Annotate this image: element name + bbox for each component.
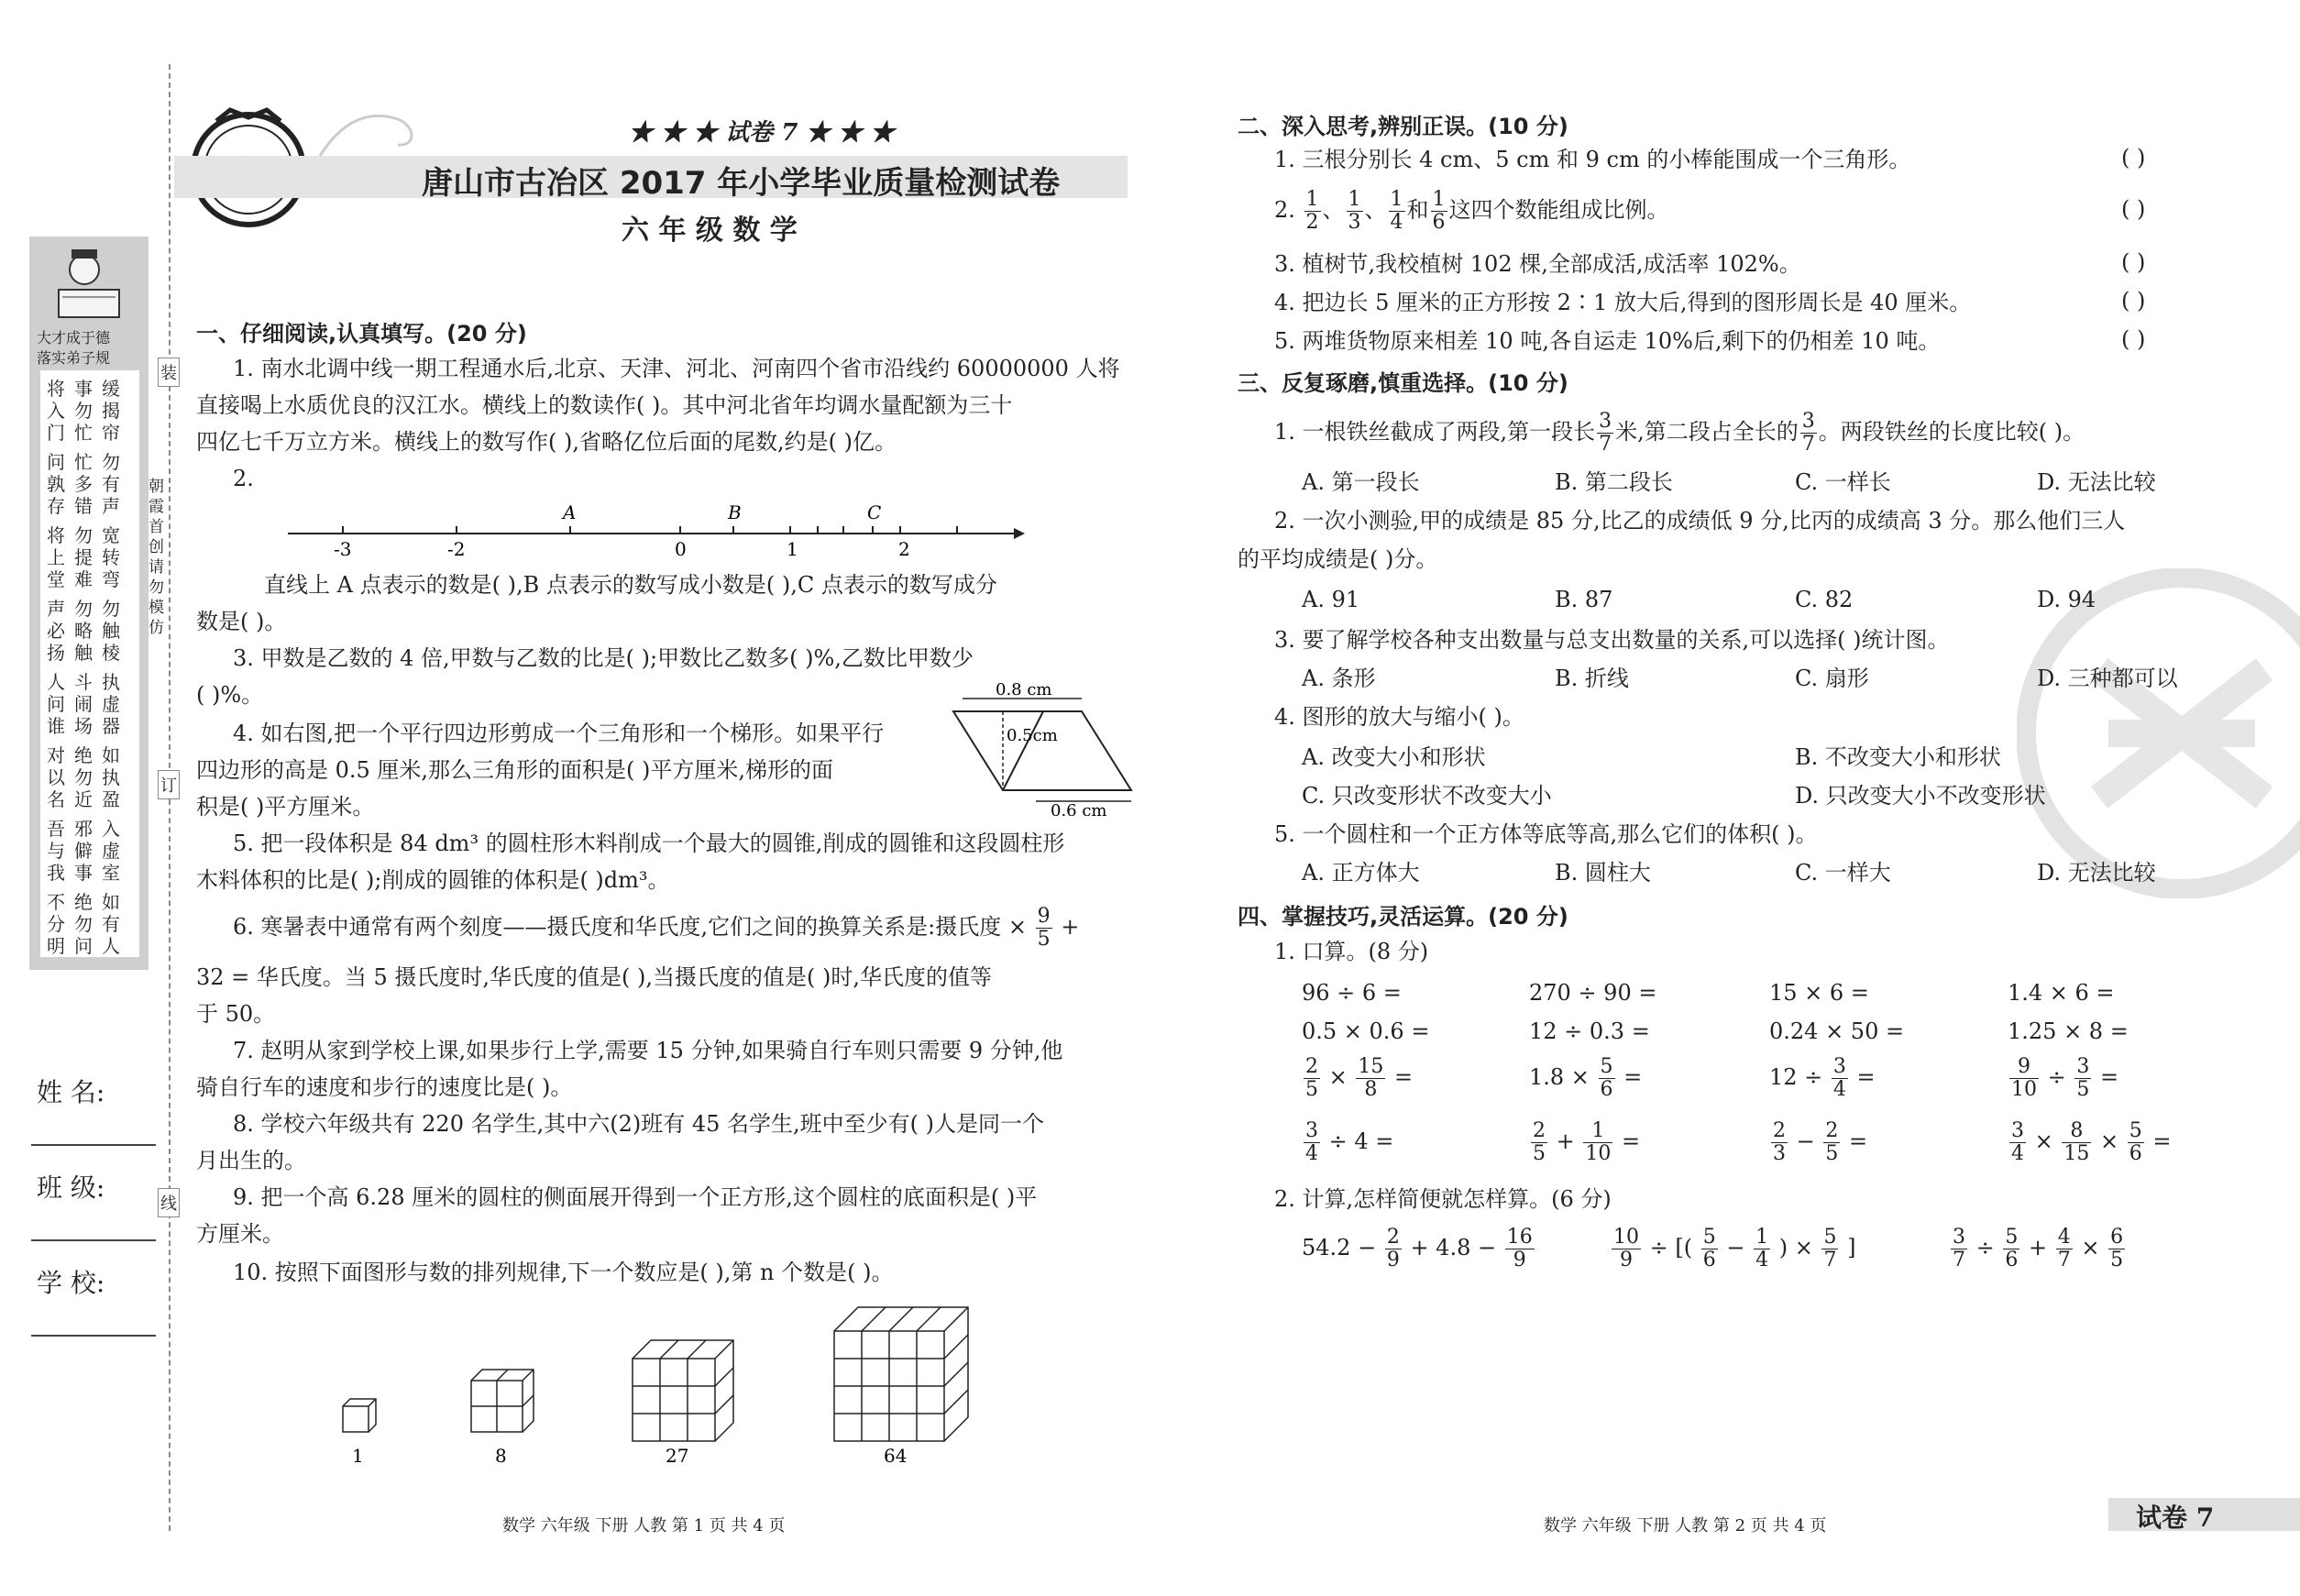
q2-line-b: 数是( )。	[196, 609, 287, 634]
choice-5-question: 5. 一个圆柱和一个正方体等底等高,那么它们的体积( )。	[1274, 821, 1818, 847]
tick-label: 1	[787, 538, 798, 556]
q2-number: 2.	[233, 466, 254, 491]
choice-4-option[interactable]: D. 只改变大小不改变形状	[1795, 783, 2046, 809]
tf-item-5: 5. 两堆货物原来相差 10 吨,各自运走 10%后,剩下的仍相差 10 吨。	[1274, 328, 1941, 354]
q6-line-c: 于 50。	[196, 1001, 276, 1027]
q4-line-b: 四边形的高是 0.5 厘米,那么三角形的面积是( )平方厘米,梯形的面	[196, 757, 834, 783]
parallelogram-figure	[948, 678, 1140, 816]
choice-4-option[interactable]: C. 只改变形状不改变大小	[1302, 783, 1552, 809]
fraction: $\frac{3}{7}$	[1801, 410, 1815, 456]
choice-2-option[interactable]: C. 82	[1795, 587, 1854, 612]
tf-answer-4[interactable]: ( )	[2121, 288, 2146, 314]
q3-line-a: 3. 甲数是乙数的 4 倍,甲数与乙数的比是( );甲数比乙数多( )%,乙数比甲数少	[233, 645, 974, 671]
fraction: $\frac{1}{2}$	[1305, 188, 1319, 234]
rule-col: 问孰存	[47, 451, 65, 517]
vertical-note: 朝霞首创 请勿模仿	[149, 478, 164, 637]
right-page-footer: 数学 六年级 下册 人教 第 2 页 共 4 页	[1544, 1516, 1827, 1535]
choice-2-question-a: 2. 一次小测验,甲的成绩是 85 分,比乙的成绩低 9 分,比丙的成绩高 3 分。那么他们三人	[1274, 508, 2126, 534]
left-page-footer: 数学 六年级 下册 人教 第 1 页 共 4 页	[502, 1516, 786, 1535]
q2-line-a: 直线上 A 点表示的数是( ),B 点表示的数写成小数是( ),C 点表示的数写成分	[264, 572, 997, 598]
q1-line-a: 1. 南水北调中线一期工程通水后,北京、天津、河北、河南四个省市沿线约 60000000 人将	[233, 356, 1120, 381]
q4-line-c: 积是( )平方厘米。	[196, 794, 375, 820]
choice-2-option[interactable]: B. 87	[1555, 587, 1613, 612]
q5-line-b: 木料体积的比是( );削成的圆锥的体积是( )dm³。	[196, 867, 670, 893]
oral-item: $\frac{2}{5}$ × $\frac{15}{8}$ =	[1305, 1055, 1414, 1101]
rule-col: 如执盈	[102, 744, 120, 810]
choice-5-option[interactable]: C. 一样大	[1795, 860, 1891, 886]
point-label: C	[867, 501, 882, 523]
fraction: $\frac{1}{3}$	[1348, 188, 1361, 234]
rule-col: 将入门	[47, 378, 65, 444]
exam-badge: ★ ★ ★ 试卷 7 ★ ★ ★	[629, 119, 895, 147]
oral-item: 96 ÷ 6 =	[1302, 980, 1402, 1006]
rule-col: 勿提难	[74, 524, 93, 590]
school-field-line[interactable]	[31, 1335, 156, 1337]
choice-4-option[interactable]: B. 不改变大小和形状	[1795, 744, 2001, 770]
page-subtitle: 六 年 级 数 学	[622, 215, 798, 247]
rule-col: 声必扬	[47, 598, 65, 664]
tick-label: -2	[447, 538, 466, 556]
rule-col: 将上堂	[47, 524, 65, 590]
section-3-title: 三、反复琢磨,慎重选择。(10 分)	[1238, 370, 1568, 396]
rule-col: 斗闹场	[74, 671, 93, 737]
fraction: $\frac{9}{5}$	[1037, 905, 1051, 951]
fig-height-label: 0.5cm	[1007, 726, 1058, 745]
rule-col: 不分明	[47, 891, 65, 957]
choice-1-option[interactable]: C. 一样长	[1795, 469, 1891, 495]
q10-line: 10. 按照下面图形与数的排列规律,下一个数应是( ),第 n 个数是( )。	[233, 1260, 894, 1285]
oral-item: 15 × 6 =	[1769, 980, 1869, 1006]
calc-item: 54.2 − $\frac{2}{9}$ + 4.8 − $\frac{16}{9}$	[1302, 1226, 1533, 1271]
tf-answer-2[interactable]: ( )	[2121, 196, 2146, 222]
choice-2-question-b: 的平均成绩是( )分。	[1238, 546, 1438, 572]
tf-item-1: 1. 三根分别长 4 cm、5 cm 和 9 cm 的小棒能围成一个三角形。	[1274, 147, 1911, 172]
tf-answer-5[interactable]: ( )	[2121, 326, 2146, 352]
point-label: B	[728, 501, 742, 523]
oral-item: 12 ÷ 0.3 =	[1529, 1018, 1650, 1044]
q6-line-a: 6. 寒暑表中通常有两个刻度——摄氏度和华氏度,它们之间的换算关系是:摄氏度 × $\frac{9}{5}$ +	[233, 905, 1080, 951]
rule-col: 宽转弯	[102, 524, 120, 590]
oral-item: 12 ÷ $\frac{3}{4}$ =	[1769, 1055, 1876, 1101]
choice-3-option[interactable]: C. 扇形	[1795, 666, 1869, 691]
choice-3-question: 3. 要了解学校各种支出数量与总支出数量的关系,可以选择( )统计图。	[1274, 627, 1950, 653]
q7-line-b: 骑自行车的速度和步行的速度比是( )。	[196, 1074, 573, 1100]
choice-1-option[interactable]: D. 无法比较	[2037, 469, 2156, 495]
rule-col: 勿有声	[102, 451, 120, 517]
motto-bottom: 落实弟子规	[37, 349, 111, 367]
calc-item: $\frac{3}{7}$ ÷ $\frac{5}{6}$ + $\frac{4}{7}$ × $\frac{6}{5}$	[1953, 1226, 2124, 1271]
oral-item: $\frac{3}{4}$ ÷ 4 =	[1305, 1119, 1394, 1165]
tick-label: 0	[675, 538, 687, 556]
cube-count: 1	[352, 1445, 364, 1467]
oral-item: $\frac{2}{5}$ + $\frac{1}{10}$ =	[1533, 1119, 1641, 1165]
section-1-title: 一、仔细阅读,认真填写。(20 分)	[196, 321, 527, 347]
oral-item: $\frac{2}{3}$ − $\frac{2}{5}$ =	[1773, 1119, 1868, 1165]
cube-count: 64	[884, 1445, 908, 1467]
q9-line-b: 方厘米。	[196, 1221, 284, 1247]
q8-line-a: 8. 学校六年级共有 220 名学生,其中六(2)班有 45 名学生,班中至少有( )人是同一个	[233, 1111, 1044, 1137]
rule-col: 勿触棱	[102, 598, 120, 664]
watermark-seal	[2017, 568, 2300, 898]
calc-item: $\frac{10}{9}$ ÷ [( $\frac{5}{6}$ − $\frac{1}{4}$ ) × $\frac{5}{7}$ ]	[1613, 1226, 1856, 1271]
rule-col: 邪僻事	[74, 818, 93, 884]
name-field-line[interactable]	[31, 1144, 156, 1146]
rule-col: 人问谁	[47, 671, 65, 737]
choice-3-option[interactable]: A. 条形	[1302, 666, 1376, 691]
choice-1-option[interactable]: B. 第二段长	[1555, 469, 1673, 495]
rule-col: 执虚器	[102, 671, 120, 737]
oral-item: 1.25 × 8 =	[2008, 1018, 2129, 1044]
cut-label-2: 订	[158, 770, 180, 799]
q9-line-a: 9. 把一个高 6.28 厘米的圆柱的侧面展开得到一个正方形,这个圆柱的底面积是( )平	[233, 1184, 1038, 1210]
class-field-line[interactable]	[31, 1239, 156, 1241]
motto-top: 大才成于德	[37, 329, 111, 347]
choice-2-option[interactable]: D. 94	[2037, 587, 2096, 612]
tf-answer-1[interactable]: ( )	[2121, 145, 2146, 171]
rule-col: 入虚室	[102, 818, 120, 884]
choice-2-option[interactable]: A. 91	[1302, 587, 1360, 612]
fig-top-label: 0.8 cm	[996, 680, 1052, 699]
fraction: $\frac{1}{4}$	[1390, 188, 1403, 234]
choice-5-option[interactable]: A. 正方体大	[1302, 860, 1420, 886]
choice-3-option[interactable]: B. 折线	[1555, 666, 1629, 691]
choice-5-option[interactable]: B. 圆柱大	[1555, 860, 1651, 886]
choice-1-question: 1. 一根铁丝截成了两段,第一段长 $\frac{3}{7}$ 米,第二段占全长的 $\frac{3}{7}$ 。两段铁丝的长度比较( )。	[1274, 410, 2085, 456]
rule-col: 绝勿问	[74, 891, 93, 957]
section-4-title: 四、掌握技巧,灵活运算。(20 分)	[1238, 904, 1568, 930]
choice-1-option[interactable]: A. 第一段长	[1302, 469, 1420, 495]
oral-item: $\frac{9}{10}$ ÷ $\frac{3}{5}$ =	[2011, 1055, 2119, 1101]
tick-label: -3	[334, 538, 352, 556]
oral-item: 0.24 × 50 =	[1769, 1018, 1905, 1044]
oral-item: 0.5 × 0.6 =	[1302, 1018, 1430, 1044]
rule-col: 吾与我	[47, 818, 65, 884]
q1-line-b: 直接喝上水质优良的汉江水。横线上的数读作( )。其中河北省年均调水量配额为三十	[196, 392, 1013, 418]
school-field-label: 学 校:	[37, 1268, 105, 1298]
q5-line-a: 5. 把一段体积是 84 dm³ 的圆柱形木料削成一个最大的圆锥,削成的圆锥和这段圆柱形	[233, 831, 1065, 856]
rule-col: 对以名	[47, 744, 65, 810]
oral-item: 270 ÷ 90 =	[1529, 980, 1657, 1006]
section-2-title: 二、深入思考,辨别正误。(10 分)	[1238, 114, 1568, 139]
point-label: A	[563, 501, 577, 523]
name-field-label: 姓 名:	[37, 1077, 105, 1107]
choice-4-option[interactable]: A. 改变大小和形状	[1302, 744, 1486, 770]
rule-col: 绝勿近	[74, 744, 93, 810]
corner-label: 试卷 7	[2136, 1502, 2215, 1533]
q4-line-a: 4. 如右图,把一个平行四边形剪成一个三角形和一个梯形。如果平行	[233, 721, 885, 746]
cube-count: 8	[495, 1445, 507, 1467]
cube-sequence	[330, 1293, 1027, 1485]
tf-item-2: 2. $\frac{1}{2}$ 、 $\frac{1}{3}$ 、 $\frac{1}{4}$ 和 $\frac{1}{6}$ 这四个数能组成比例。	[1274, 188, 1669, 234]
cube-count: 27	[666, 1445, 689, 1467]
page-title: 唐山市古冶区 2017 年小学毕业质量检测试卷	[422, 165, 1061, 202]
rule-col: 事勿忙	[74, 378, 93, 444]
scholar-illustration	[29, 242, 149, 325]
cut-label-1: 装	[158, 358, 180, 387]
fraction: $\frac{1}{6}$	[1432, 188, 1446, 234]
calc-title: 2. 计算,怎样简便就怎样算。(6 分)	[1274, 1186, 1612, 1212]
tf-item-4: 4. 把边长 5 厘米的正方形按 2∶1 放大后,得到的图形周长是 40 厘米。	[1274, 290, 1972, 315]
rule-col: 如有人	[102, 891, 120, 957]
oral-calc-title: 1. 口算。(8 分)	[1274, 939, 1429, 964]
q7-line-a: 7. 赵明从家到学校上课,如果步行上学,需要 15 分钟,如果骑自行车则只需要 9 分钟,他	[233, 1038, 1063, 1063]
fig-bottom-label: 0.6 cm	[1051, 801, 1107, 816]
q8-line-b: 月出生的。	[196, 1148, 306, 1173]
cut-label-3: 线	[158, 1188, 180, 1217]
fraction: $\frac{3}{7}$	[1599, 410, 1612, 456]
tf-answer-3[interactable]: ( )	[2121, 249, 2146, 275]
q1-line-c: 四亿七千万立方米。横线上的数写作( ),省略亿位后面的尾数,约是( )亿。	[196, 429, 897, 455]
rule-col: 忙多错	[74, 451, 93, 517]
oral-item: $\frac{3}{4}$ × $\frac{8}{15}$ × $\frac{5}{6}$ =	[2011, 1119, 2172, 1165]
number-line	[281, 491, 1032, 556]
tick-label: 2	[898, 538, 910, 556]
choice-4-question: 4. 图形的放大与缩小( )。	[1274, 704, 1524, 730]
choice-3-option[interactable]: D. 三种都可以	[2037, 666, 2178, 691]
oral-item: 1.8 × $\frac{5}{6}$ =	[1529, 1055, 1643, 1101]
rule-col: 缓揭帘	[102, 378, 120, 444]
choice-5-option[interactable]: D. 无法比较	[2037, 860, 2156, 886]
q3-line-b: ( )%。	[196, 682, 264, 708]
rule-col: 勿略触	[74, 598, 93, 664]
q6-line-b: 32 = 华氏度。当 5 摄氏度时,华氏度的值是( ),当摄氏度的值是( )时,华氏度的值等	[196, 964, 993, 990]
tf-item-3: 3. 植树节,我校植树 102 棵,全部成活,成活率 102%。	[1274, 251, 1801, 277]
class-field-label: 班 级:	[37, 1172, 105, 1203]
oral-item: 1.4 × 6 =	[2008, 980, 2115, 1006]
